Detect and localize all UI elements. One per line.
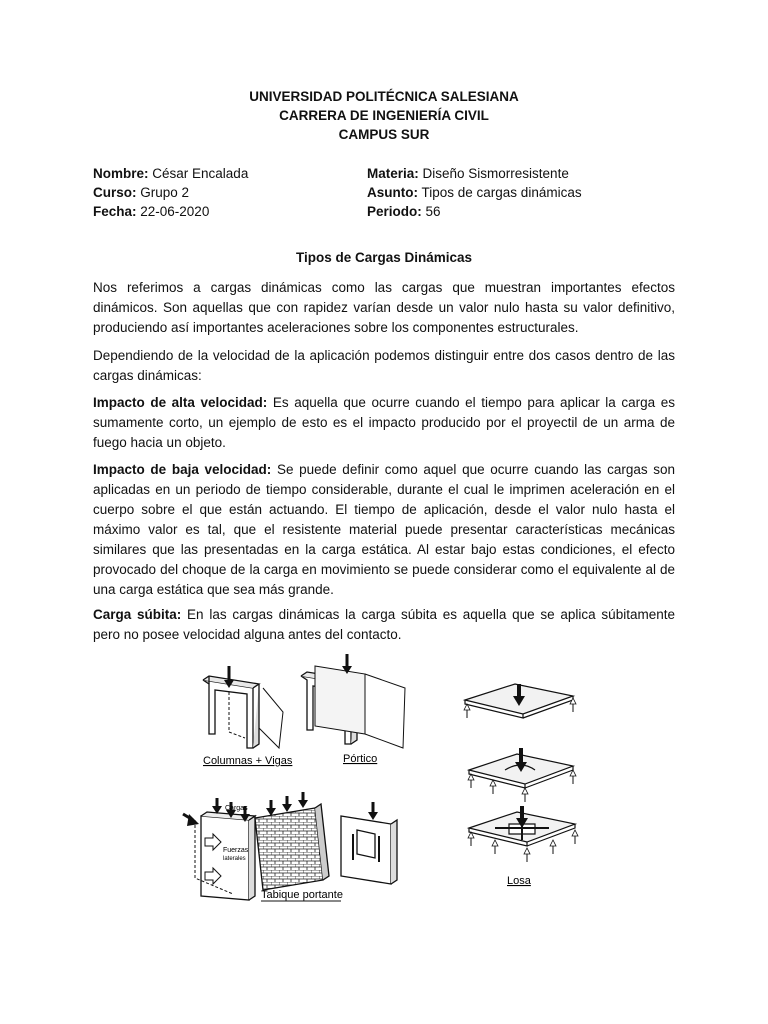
career-name: CARRERA DE INGENIERÍA CIVIL: [279, 108, 489, 123]
periodo-label: Periodo:: [367, 204, 422, 219]
asunto-field: [367, 185, 582, 200]
up-arrow-icon: [570, 770, 576, 784]
university-name: UNIVERSIDAD POLITÉCNICA SALESIANA: [249, 89, 519, 104]
columns-beams-drawing: [203, 676, 283, 748]
down-arrow-icon: [282, 796, 292, 812]
up-arrow-icon: [490, 780, 496, 794]
curso-label: Curso:: [93, 185, 137, 200]
asunto-label: Asunto:: [367, 185, 418, 200]
materia-label: Materia:: [367, 166, 419, 181]
carga-subita-label: Carga súbita:: [93, 607, 182, 622]
campus-name: CAMPUS SUR: [338, 127, 430, 142]
periodo-value: 56: [421, 204, 441, 219]
up-arrow-icon: [468, 832, 474, 846]
up-arrow-icon: [492, 840, 498, 854]
cargas-caption: Cargas: [225, 805, 248, 812]
alta-velocidad-label: Impacto de alta velocidad:: [93, 395, 268, 410]
curso-value: Grupo 2: [136, 185, 190, 200]
fecha-field: [93, 204, 209, 219]
structural-elements-figure: [175, 648, 595, 908]
asunto-value: Tipos de cargas dinámicas: [418, 185, 582, 200]
paragraph-carga-subita: [93, 605, 675, 645]
structural-elements-illustration: [175, 648, 595, 908]
up-arrow-icon: [522, 788, 528, 802]
down-arrow-icon: [212, 798, 222, 814]
columnas-vigas-caption: Columnas + Vigas: [203, 755, 293, 767]
up-arrow-icon: [524, 848, 530, 862]
up-arrow-icon: [570, 698, 576, 712]
portico-caption: Pórtico: [343, 753, 378, 765]
down-arrow-icon: [298, 792, 308, 808]
paragraph-alta-velocidad: [93, 393, 675, 453]
right-arrow-icon: [183, 814, 199, 826]
up-arrow-icon: [468, 774, 474, 788]
periodo-field: [367, 204, 441, 219]
up-arrow-icon: [464, 704, 470, 718]
document-title: Tipos de Cargas Dinámicas: [295, 250, 473, 265]
baja-velocidad-label: Impacto de baja velocidad:: [93, 462, 272, 477]
nombre-field: [93, 166, 248, 181]
portico-drawing: [301, 666, 405, 748]
laterales-caption: laterales: [223, 856, 246, 862]
tabique-caption: Tabique portante: [261, 889, 343, 901]
paragraph-baja-velocidad: [93, 460, 675, 600]
up-arrow-icon: [550, 840, 556, 854]
down-arrow-icon: [266, 800, 276, 816]
nombre-label: Nombre:: [93, 166, 149, 181]
paragraph-velocidad: Dependiendo de la velocidad de la aplicación podemos distinguir entre dos casos dentro de las cargas dinámicas:: [93, 348, 675, 383]
carga-subita-text: En las cargas dinámicas la carga súbita es aquella que se aplica súbitamente pero no posee velocidad alguna antes del contacto.: [93, 607, 675, 642]
materia-field: [367, 166, 569, 181]
up-arrow-icon: [572, 830, 578, 844]
baja-velocidad-text: Se puede definir como aquel que ocurre cuando las cargas son aplicadas en un periodo de tiempo considerable, durante el cual le imprimen aceleración en el cuerpo sobre el que están actuando. El tiempo de aplicación, desde el valor nulo hasta el máximo valor es tal, que el resistente material puede presentar características mecánicas similares que las presentadas en la carga estática. Al estar bajo estas condiciones, el efecto provocado del choque de la carga en movimiento se puede considerar como el equivalente al de una carga estática que sea más grande.: [93, 462, 676, 597]
fecha-value: 22-06-2020: [136, 204, 210, 219]
paragraph-intro: Nos referimos a cargas dinámicas como las cargas que muestran importantes efectos dinámicos. Son aquellas que con rapidez varían desde un valor nulo hasta su valor definitivo, produciendo así importantes aceleraciones sobre los componentes estructurales.: [93, 280, 675, 335]
brick-wall-drawing: [255, 804, 329, 890]
wall-opening-drawing: [341, 816, 397, 884]
fuerzas-caption: Fuerzas: [223, 847, 249, 854]
materia-value: Diseño Sismorresistente: [418, 166, 569, 181]
losa-caption: Losa: [507, 875, 531, 887]
fecha-label: Fecha:: [93, 204, 137, 219]
alta-velocidad-text: Es aquella que ocurre cuando el tiempo para aplicar la carga es sumamente corto, un ejemplo de esto es el impacto producido por el proyectil de un arma de fuego hacia un objeto.: [93, 395, 676, 450]
curso-field: [93, 185, 189, 200]
down-arrow-icon: [368, 802, 378, 820]
nombre-value: César Encalada: [148, 166, 249, 181]
